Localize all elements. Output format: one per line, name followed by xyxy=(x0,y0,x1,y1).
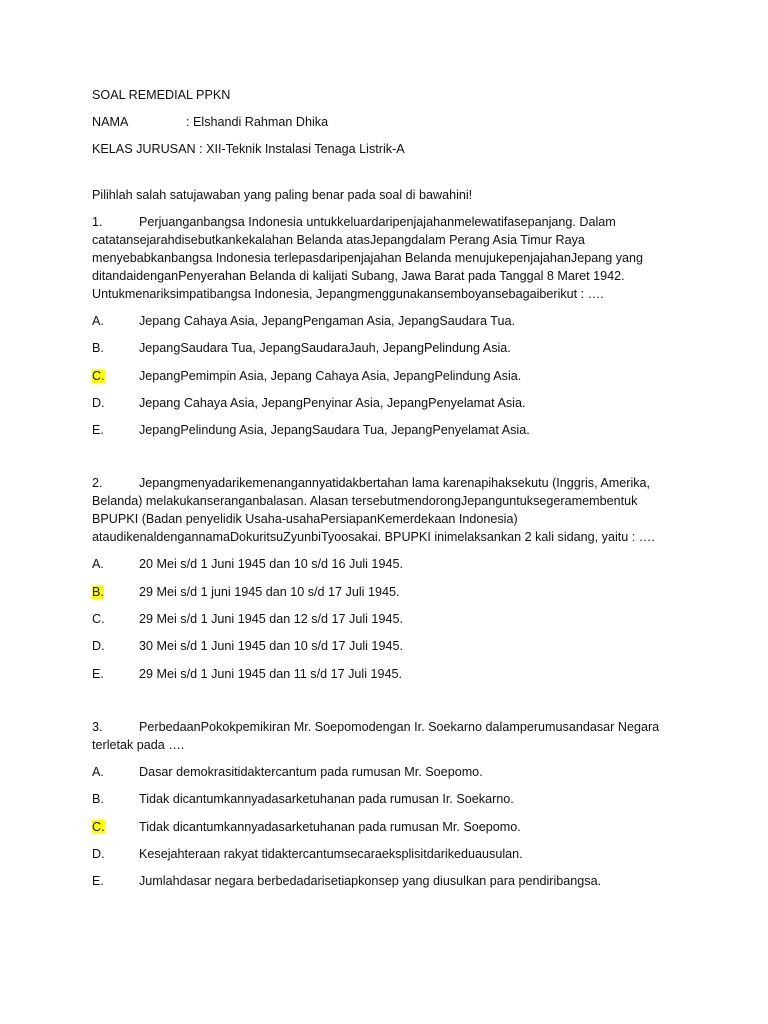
option-letter: A. xyxy=(92,314,104,328)
option-text: Kesejahteraan rakyat tidaktercantumsecaraeksplisitdarikeduausulan. xyxy=(139,846,523,861)
question-text xyxy=(92,213,682,303)
option-text: 29 Mei s/d 1 juni 1945 dan 10 s/d 17 Juli 1945. xyxy=(139,584,400,599)
question-line: menyebabkanbangsa Indonesia terlepasdaripenjajahan Belanda menujukepenjajahanJepang yang xyxy=(92,251,644,265)
question-line: Belanda) melakukanseranganbalasan. Alasan tersebutmendorongJepanguntuksegeramembentuk xyxy=(92,494,638,509)
option-a xyxy=(92,555,682,573)
question-line: terletak pada …. xyxy=(92,737,185,752)
option-letter: E. xyxy=(92,874,104,889)
option-letter: C. xyxy=(92,612,105,627)
option-b xyxy=(92,790,682,808)
name-label: NAMA xyxy=(92,115,129,129)
option-letter: A. xyxy=(92,764,104,779)
document-page xyxy=(92,86,682,899)
option-text: 30 Mei s/d 1 Juni 1945 dan 10 s/d 17 Juli 1945. xyxy=(139,639,403,654)
option-text: Jepang Cahaya Asia, JepangPenyinar Asia, JepangPenyelamat Asia. xyxy=(139,395,526,410)
option-text: JepangSaudara Tua, JepangSaudaraJauh, JepangPelindung Asia. xyxy=(139,341,511,356)
question-line: Perjuanganbangsa Indonesia untukkeluardaripenjajahanmelewatifasepanjang. Dalam xyxy=(139,215,616,229)
question-number: 2. xyxy=(92,476,103,491)
question-1 xyxy=(92,213,682,439)
question-number: 3. xyxy=(92,719,103,734)
option-letter-highlighted: C. xyxy=(92,368,105,383)
option-e xyxy=(92,421,682,439)
option-text: JepangPemimpin Asia, Jepang Cahaya Asia, JepangPelindung Asia. xyxy=(139,368,522,383)
name-value: : Elshandi Rahman Dhika xyxy=(186,115,329,129)
question-line: Untukmenariksimpatibangsa Indonesia, Jepangmenggunakansemboyansebagaiberikut : …. xyxy=(92,287,604,301)
question-text xyxy=(92,474,682,546)
option-e xyxy=(92,872,682,890)
option-letter-highlighted: C. xyxy=(92,819,105,834)
option-c xyxy=(92,610,682,628)
name-row xyxy=(92,113,682,131)
option-a xyxy=(92,312,682,330)
option-letter: B. xyxy=(92,792,104,807)
option-text: Jumlahdasar negara berbedadarisetiapkonsep yang diusulkan para pendiribangsa. xyxy=(139,874,602,889)
question-number: 1. xyxy=(92,215,103,229)
question-3 xyxy=(92,718,682,890)
option-a xyxy=(92,763,682,781)
document-title: SOAL REMEDIAL PPKN xyxy=(92,88,231,102)
question-line: catatansejarahdisebutkankekalahan Belanda atasJepangdalam Perang Asia Timur Raya xyxy=(92,233,585,247)
option-letter-highlighted: B. xyxy=(92,584,104,599)
option-e xyxy=(92,665,682,683)
option-text: Tidak dicantumkannyadasarketuhanan pada rumusan Mr. Soepomo. xyxy=(139,819,521,834)
option-letter: E. xyxy=(92,666,104,681)
option-letter: D. xyxy=(92,395,105,410)
class-line: KELAS JURUSAN : XII-Teknik Instalasi Tenaga Listrik-A xyxy=(92,142,405,156)
option-text: Jepang Cahaya Asia, JepangPengaman Asia, JepangSaudara Tua. xyxy=(139,314,515,328)
option-letter: D. xyxy=(92,846,105,861)
option-letter: E. xyxy=(92,423,104,438)
question-line: ataudikenaldengannamaDokuritsuZyunbiTyoosakai. BPUPKI inimelaksankan 2 kali sidang, yaitu : …. xyxy=(92,530,655,545)
question-line: BPUPKI (Badan penyelidik Usaha-usahaPersiapanKemerdekaan Indonesia) xyxy=(92,512,518,527)
instruction: Pilihlah salah satujawaban yang paling benar pada soal di bawahini! xyxy=(92,188,473,202)
option-text: Dasar demokrasitidaktercantum pada rumusan Mr. Soepomo. xyxy=(139,764,483,779)
option-text: 29 Mei s/d 1 Juni 1945 dan 12 s/d 17 Juli 1945. xyxy=(139,612,403,627)
option-text: JepangPelindung Asia, JepangSaudara Tua, JepangPenyelamat Asia. xyxy=(139,423,530,438)
option-text: 20 Mei s/d 1 Juni 1945 dan 10 s/d 16 Juli 1945. xyxy=(139,557,403,572)
option-b xyxy=(92,339,682,357)
option-letter: B. xyxy=(92,341,104,356)
option-letter: D. xyxy=(92,639,105,654)
option-b xyxy=(92,583,682,601)
spacer xyxy=(92,692,682,718)
option-letter: A. xyxy=(92,557,104,572)
question-line: Jepangmenyadarikemenangannyatidakbertahan lama karenapihaksekutu (Inggris, Amerika, xyxy=(139,476,651,491)
question-line: ditandaidenganPenyerahan Belanda di kalijati Subang, Jawa Barat pada Tanggal 8 Maret 1942. xyxy=(92,269,625,283)
option-d xyxy=(92,394,682,412)
question-line: PerbedaanPokokpemikiran Mr. Soepomodengan Ir. Soekarno dalamperumusandasar Negara xyxy=(139,719,660,734)
option-d xyxy=(92,637,682,655)
option-text: 29 Mei s/d 1 Juni 1945 dan 11 s/d 17 Juli 1945. xyxy=(139,666,403,681)
question-2 xyxy=(92,474,682,682)
question-text xyxy=(92,718,682,754)
option-c xyxy=(92,818,682,836)
option-c xyxy=(92,367,682,385)
option-text: Tidak dicantumkannyadasarketuhanan pada rumusan Ir. Soekarno. xyxy=(139,792,514,807)
option-d xyxy=(92,845,682,863)
spacer xyxy=(92,448,682,474)
